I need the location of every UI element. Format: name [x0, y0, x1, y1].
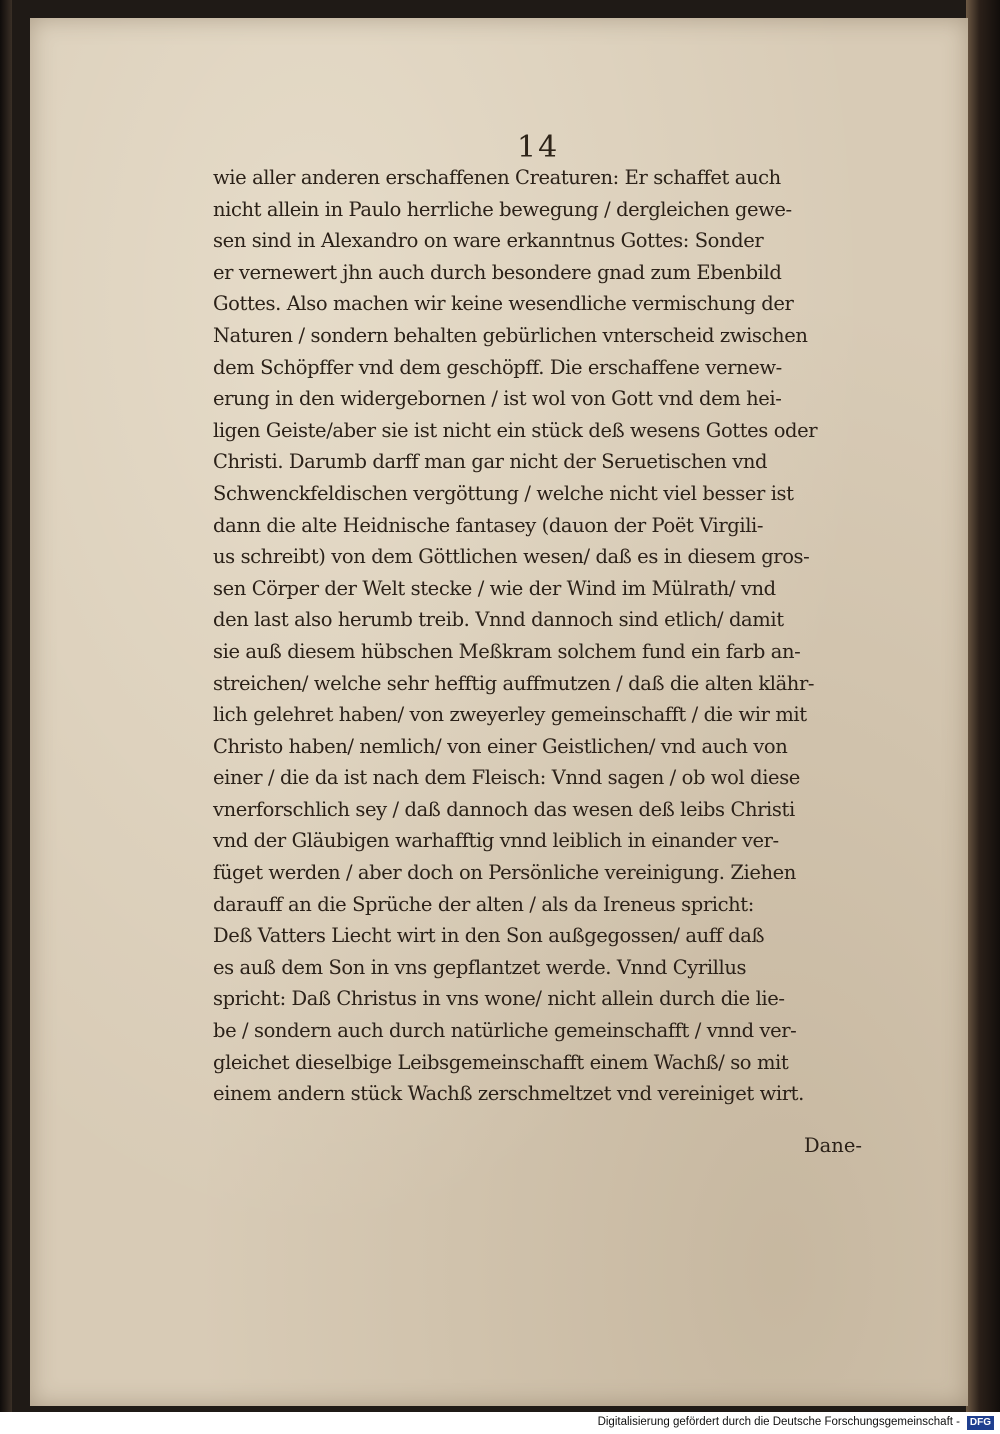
text-line: dem Schöpffer vnd dem geschöpff. Die erschaffene vernew-: [213, 355, 782, 379]
text-line: einer / die da ist nach dem Fleisch: Vnnd sagen / ob wol diese: [213, 766, 800, 790]
text-line: einem andern stück Wachß zerschmeltzet vnd vereiniget wirt.: [213, 1082, 804, 1106]
text-line: us schreibt) von dem Göttlichen wesen/ daß es in diesem gros-: [213, 545, 810, 569]
footer-bar: [0, 1412, 1000, 1434]
text-line: sen Cörper der Welt stecke / wie der Wind im Mülrath/ vnd: [213, 576, 776, 600]
page-number: 14: [517, 130, 560, 165]
text-line: ligen Geiste/aber sie ist nicht ein stück deß wesens Gottes oder: [213, 418, 818, 442]
text-line: spricht: Daß Christus in vns wone/ nicht allein durch die lie-: [213, 987, 785, 1011]
text-line: Gottes. Also machen wir keine wesendliche vermischung der: [213, 292, 794, 316]
text-line: Christi. Darumb darff man gar nicht der Seruetischen vnd: [213, 450, 768, 474]
text-line: füget werden / aber doch on Persönliche vereinigung. Ziehen: [213, 861, 796, 885]
text-line: wie aller anderen erschaffenen Creaturen: Er schaffet auch: [213, 166, 781, 189]
text-line: dann die alte Heidnische fantasey (dauon der Poët Virgili-: [213, 513, 764, 537]
catchword: Dane-: [804, 1134, 862, 1157]
funding-credit: Digitalisierung gefördert durch die Deutsche Forschungsgemeinschaft -: [597, 1416, 960, 1428]
text-line: Deß Vatters Liecht wirt in den Son außgegossen/ auff daß: [213, 924, 765, 948]
text-line: streichen/ welche sehr hefftig auffmutzen / daß die alten klähr-: [213, 671, 815, 695]
text-line: den last also herumb treib. Vnnd dannoch sind etlich/ damit: [213, 608, 784, 632]
text-line: gleichet dieselbige Leibsgemeinschafft einem Wachß/ so mit: [213, 1050, 789, 1074]
book-edge-left: [0, 0, 12, 1412]
text-line: Christo haben/ nemlich/ von einer Geistlichen/ vnd auch von: [213, 734, 788, 758]
text-line: es auß dem Son in vns gepflantzet werde. Vnnd Cyrillus: [213, 955, 747, 979]
text-line: nicht allein in Paulo herrliche bewegung / dergleichen gewe-: [213, 197, 792, 221]
text-line: vnd der Gläubigen warhafftig vnnd leiblich in einander ver-: [213, 829, 779, 853]
text-line: vnerforschlich sey / daß dannoch das wesen deß leibs Christi: [213, 797, 795, 821]
dfg-logo: DFG: [967, 1416, 994, 1430]
text-line: be / sondern auch durch natürliche gemeinschafft / vnnd ver-: [213, 1019, 797, 1043]
book-edge-right: [966, 0, 1000, 1412]
text-line: Schwenckfeldischen vergöttung / welche nicht viel besser ist: [213, 481, 794, 505]
text-line: sie auß diesem hübschen Meßkram solchem fund ein farb an-: [213, 639, 801, 663]
text-line: lich gelehret haben/ von zweyerley gemeinschafft / die wir mit: [213, 703, 807, 727]
page-text-block: [213, 162, 877, 1110]
text-line: Naturen / sondern behalten gebürlichen vnterscheid zwischen: [213, 323, 808, 347]
text-line: darauff an die Sprüche der alten / als da Ireneus spricht:: [213, 892, 754, 916]
text-line: er vernewert jhn auch durch besondere gnad zum Ebenbild: [213, 260, 782, 284]
text-line: sen sind in Alexandro on ware erkanntnus Gottes: Sonder: [213, 229, 764, 253]
text-line: erung in den widergebornen / ist wol von Gott vnd dem hei-: [213, 387, 782, 411]
